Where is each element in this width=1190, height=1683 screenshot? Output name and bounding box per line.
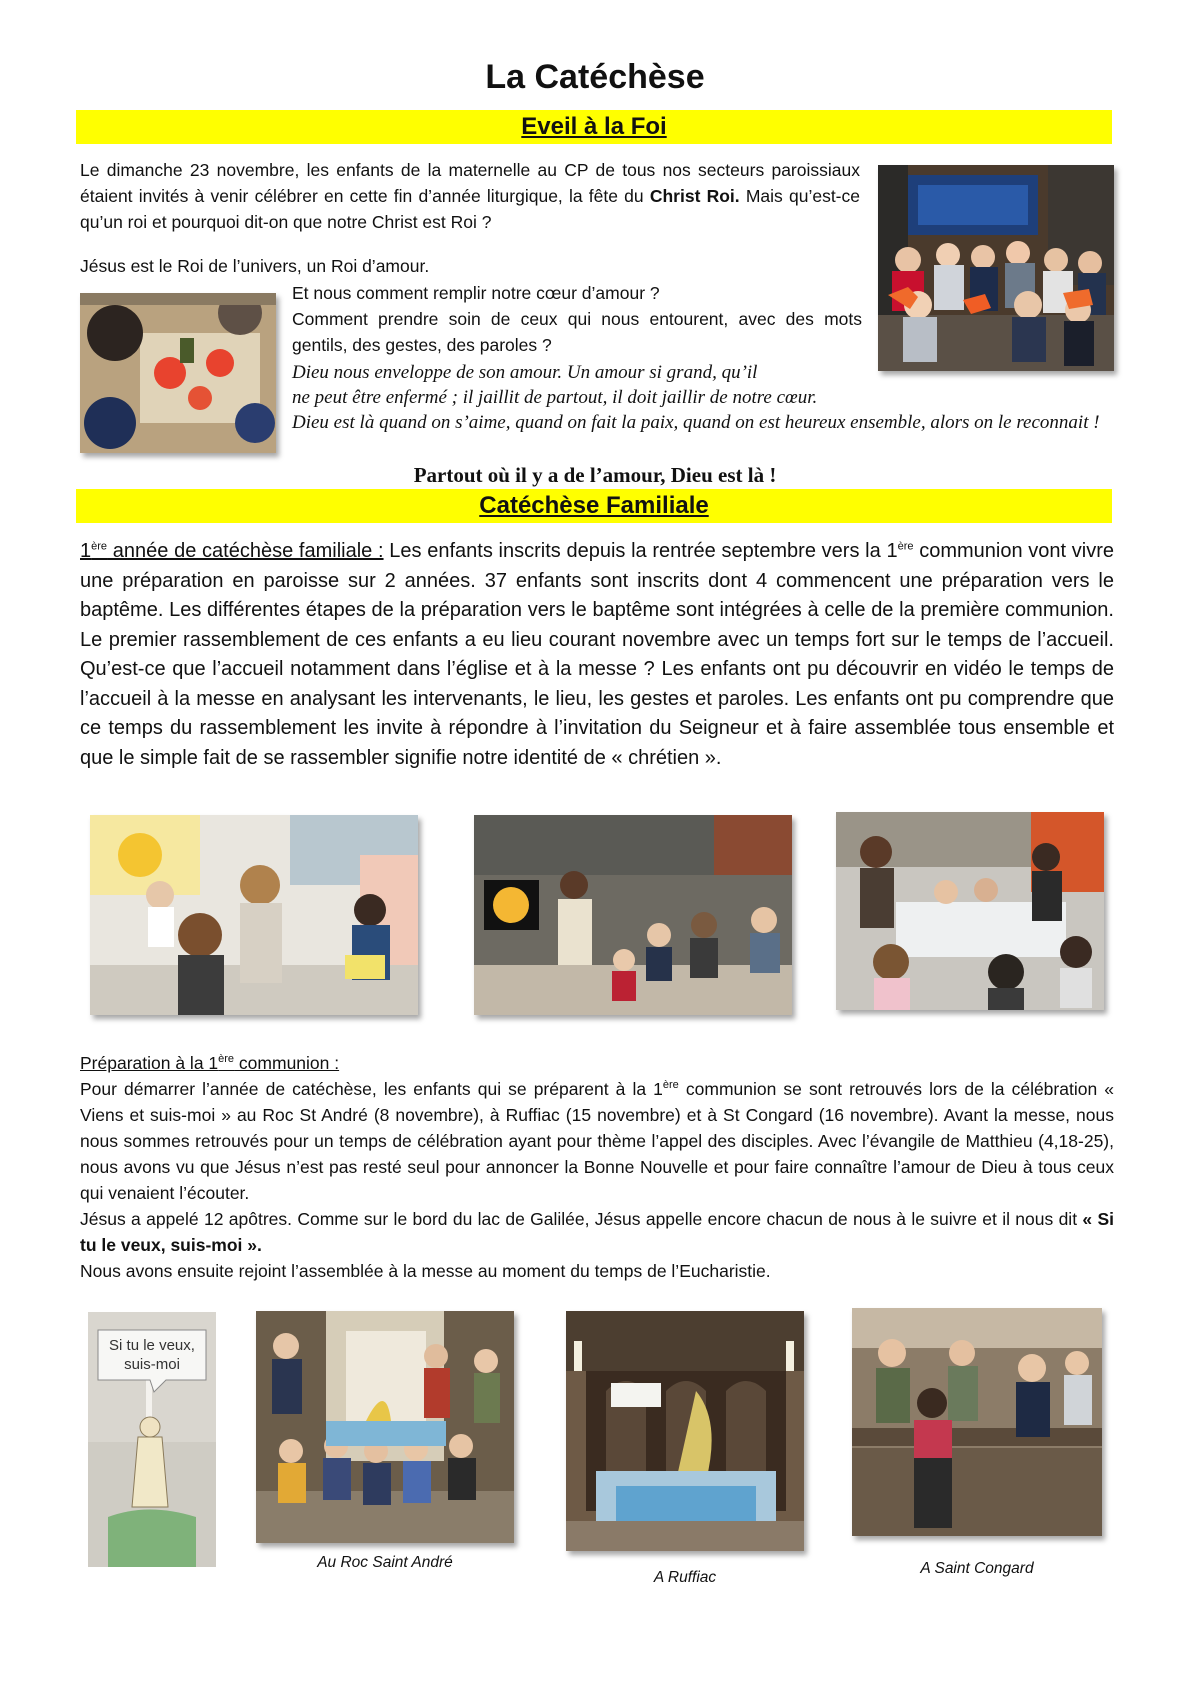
sub1-sup: ère xyxy=(91,540,108,553)
communion-subheading xyxy=(80,1050,1114,1076)
eveil-intro-text-2: Mais qu’est-ce qu’un roi et pourquoi dit-on que notre Christ est Roi ? xyxy=(80,186,860,232)
communion-p1-sup: ère xyxy=(662,1079,679,1092)
photo-suis-moi-sign xyxy=(88,1312,216,1567)
communion-paragraph-1 xyxy=(80,1076,1114,1206)
communion-paragraph-2 xyxy=(80,1206,1114,1258)
italic-line-3: Dieu est là quand on s’aime, quand on fait la paix, quand on est heureux ensemble, alors on le reconnait ! xyxy=(292,412,1100,433)
communion-p1-b: communion se sont retrouvés lors de la célébration « Viens et suis-moi » au Roc St André (8 novembre), à Ruffiac (15 novembre) et à St Congard (16 novembre). Avant la messe, nous nous sommes retrouvés pour un temps de célébration ayant pour thème l’appel des disciples. Avec l’évangile de Matthieu (4,18-25), nous avons vu que Jésus n’est pas resté seul pour annoncer la Bonne Nouvelle et pour faire connaître l’amour de Dieu à tous ceux qui venaient l’écouter. xyxy=(80,1079,1114,1203)
section-familiale-heading: Catéchèse Familiale xyxy=(479,492,709,519)
suis-moi-bold: « Si tu le veux, suis-moi ». xyxy=(80,1209,1114,1255)
familiale-paragraph xyxy=(80,537,1114,773)
question-1: Et nous comment remplir notre cœur d’amour ? xyxy=(292,283,660,303)
eveil-intro-text: Le dimanche 23 novembre, les enfants de la maternelle au CP de tous nos secteurs paroissiaux étaient invités à venir célébrer en cette fin d’année liturgique, la fête du xyxy=(80,160,860,206)
photo-ruffiac xyxy=(566,1311,804,1551)
eveil-intro-paragraph xyxy=(80,157,860,235)
italic-line-2: ne peut être enfermé ; il jaillit de partout, il doit jaillir de notre cœur. xyxy=(292,387,818,408)
christ-roi-bold: Christ Roi. xyxy=(649,186,740,206)
section-eveil-heading: Eveil à la Foi xyxy=(521,113,667,140)
photo-roc-saint-andre xyxy=(256,1311,514,1543)
communion-sub-a: Préparation à la 1 xyxy=(80,1053,219,1073)
sub1-number: 1 xyxy=(80,540,92,562)
photo-craft-table xyxy=(80,293,276,453)
communion-sub-sup: ère xyxy=(218,1053,235,1066)
communion-sub-b: communion : xyxy=(234,1053,340,1073)
communion-paragraph-3: Nous avons ensuite rejoint l’assemblée à la messe au moment du temps de l’Eucharistie. xyxy=(80,1261,771,1281)
caption-ruffiac: A Ruffiac xyxy=(653,1569,717,1586)
section-eveil-heading-band xyxy=(76,110,1112,144)
page-title: La Catéchèse xyxy=(485,58,705,96)
familiale-text-b: communion vont vivre une préparation en paroisse sur 2 années. 37 enfants sont inscrits dont 4 commencent une préparation vers le baptême. Les différentes étapes de la préparation vers le baptême sont intégrées à celle de la première communion. Le premier rassemblement de ces enfants a eu lieu courant novembre avec un temps fort sur le temps de l’accueil. Qu’est-ce que l’accueil notamment dans l’église et à la messe ? Les enfants ont pu découvrir en vidéo le temps de l’accueil à la messe en analysant les intervenants, le lieu, les gestes et paroles. Les enfants ont pu comprendre que ce temps du rassemblement les invite à répondre à l’invitation du Seigneur et à faire assemblée tous ensemble et que le simple fait de se rassembler signifie notre identité de « chrétien ». xyxy=(80,540,1115,769)
sign-text xyxy=(98,1336,206,1374)
photo-children-crowns xyxy=(878,165,1114,371)
familiale-subheading xyxy=(80,540,384,562)
photo-classroom-welcome xyxy=(90,815,418,1015)
sub1-text: année de catéchèse familiale : xyxy=(107,540,384,562)
familiale-sup: ère xyxy=(897,540,914,553)
caption-roc: Au Roc Saint André xyxy=(317,1554,453,1571)
familiale-text-a: Les enfants inscrits depuis la rentrée septembre vers la 1 xyxy=(383,540,898,562)
communion-p1-a: Pour démarrer l’année de catéchèse, les enfants qui se préparent à la 1 xyxy=(80,1079,663,1099)
photo-video-session xyxy=(474,815,792,1015)
sign-line-2: suis-moi xyxy=(124,1356,180,1373)
question-2: Comment prendre soin de ceux qui nous entourent, avec des mots gentils, des gestes, des paroles ? xyxy=(292,309,862,355)
italic-line-1: Dieu nous enveloppe de son amour. Un amour si grand, qu’il xyxy=(292,362,758,383)
communion-p2-a: Jésus a appelé 12 apôtres. Comme sur le bord du lac de Galilée, Jésus appelle encore chacun de nous à le suivre et il nous dit xyxy=(80,1209,1083,1229)
jesus-roi-line: Jésus est le Roi de l’univers, un Roi d’amour. xyxy=(80,256,430,276)
photo-saint-congard xyxy=(852,1308,1102,1536)
section-familiale-heading-band xyxy=(76,489,1112,523)
caption-congard: A Saint Congard xyxy=(920,1560,1034,1577)
sign-line-1: Si tu le veux, xyxy=(109,1337,195,1354)
photo-table-work xyxy=(836,812,1104,1010)
motto: Partout où il y a de l’amour, Dieu est là ! xyxy=(413,463,777,487)
communion-section xyxy=(80,1050,1114,1284)
